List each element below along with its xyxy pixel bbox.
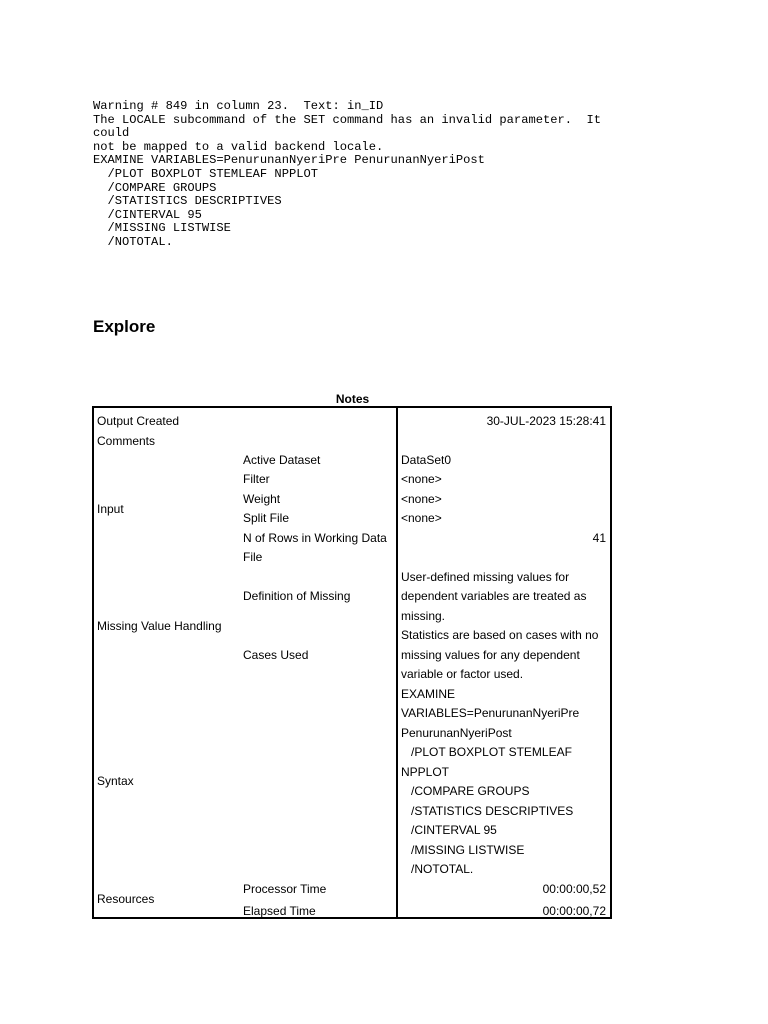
syntax-line: /NOTOTAL. [401,862,474,876]
syntax-label: Syntax [97,774,134,788]
elapsed-time-value: 00:00:00,72 [542,904,606,918]
syntax-line: /STATISTICS DESCRIPTIVES [401,804,574,818]
n-rows-label: N of Rows in Working Data [243,531,387,545]
processor-time-value: 00:00:00,52 [542,882,606,896]
notes-table [92,406,612,919]
filter-value: <none> [401,472,442,486]
log-line: /STATISTICS DESCRIPTIVES [93,194,282,209]
column-separator [396,408,398,917]
log-line: /MISSING LISTWISE [93,221,231,236]
syntax-log [93,100,653,250]
cases-used-label: Cases Used [243,648,309,662]
section-heading: Explore [93,317,156,336]
cases-used-text: Statistics are based on cases with no [401,628,599,642]
active-dataset-label: Active Dataset [243,453,321,467]
definition-of-missing-label: Definition of Missing [243,589,351,603]
split-file-value: <none> [401,511,442,525]
missing-value-handling-label: Missing Value Handling [97,619,222,633]
log-line: /COMPARE GROUPS [93,180,217,195]
weight-label: Weight [243,492,281,506]
syntax-line: /COMPARE GROUPS [401,784,530,798]
syntax-line: /CINTERVAL 95 [401,823,497,837]
log-line: /CINTERVAL 95 [93,207,202,222]
weight-value: <none> [401,492,442,506]
processor-time-label: Processor Time [243,882,327,896]
log-line: /NOTOTAL. [93,234,173,249]
log-line: could [93,126,130,141]
syntax-line: PenurunanNyeriPost [401,726,512,740]
syntax-line: EXAMINE [401,687,456,701]
syntax-line: /MISSING LISTWISE [401,843,525,857]
log-line: EXAMINE VARIABLES=PenurunanNyeriPre PenurunanNyeriPost [93,153,485,168]
log-line: not be mapped to a valid backend locale. [93,139,384,154]
filter-label: Filter [243,472,270,486]
log-line: The LOCALE subcommand of the SET command has an invalid parameter. It [93,112,602,127]
log-line: /PLOT BOXPLOT STEMLEAF NPPLOT [93,166,318,181]
log-line: Warning # 849 in column 23. Text: in_ID [93,99,384,113]
syntax-line: /PLOT BOXPLOT STEMLEAF [401,745,572,759]
output-created-value: 30-JUL-2023 15:28:41 [486,414,606,428]
active-dataset-value: DataSet0 [401,453,452,467]
split-file-label: Split File [243,511,290,525]
definition-of-missing-text: missing. [401,609,446,623]
input-label: Input [97,502,124,516]
comments-label: Comments [97,434,156,448]
cases-used-text: missing values for any dependent [401,648,580,662]
resources-label: Resources [97,892,155,906]
n-rows-value: 41 [592,531,606,545]
syntax-line: VARIABLES=PenurunanNyeriPre [401,706,580,720]
notes-table-title: Notes [335,392,370,406]
n-rows-label-continued: File [243,550,263,564]
syntax-line: NPPLOT [401,765,450,779]
output-created-label: Output Created [97,414,180,428]
elapsed-time-label: Elapsed Time [243,904,316,918]
definition-of-missing-text: User-defined missing values for [401,570,570,584]
cases-used-text: variable or factor used. [401,667,524,681]
definition-of-missing-text: dependent variables are treated as [401,589,587,603]
